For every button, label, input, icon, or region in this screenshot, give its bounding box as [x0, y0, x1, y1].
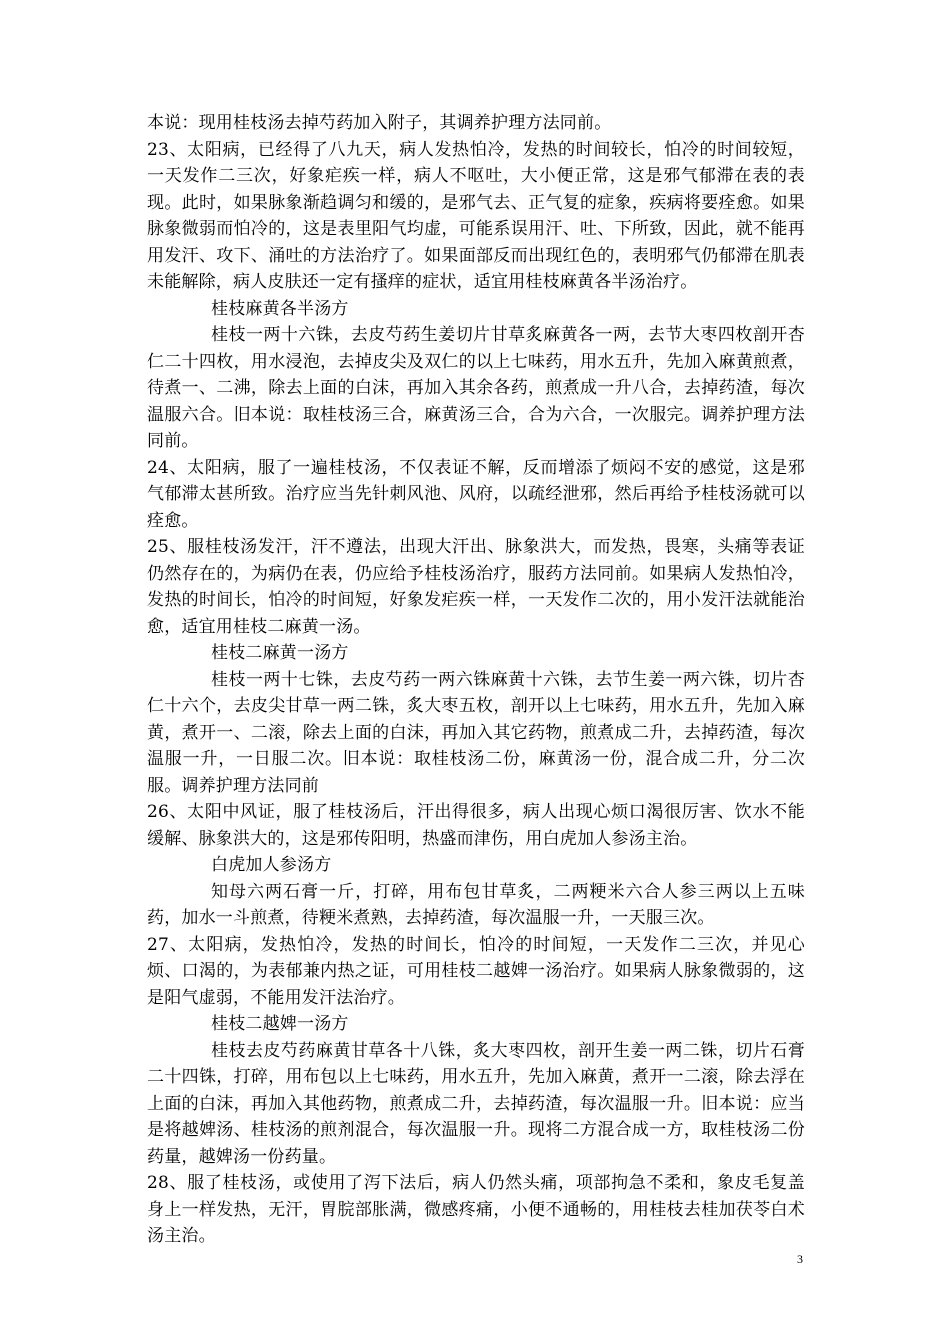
formula-heading-guizhi-er-mahuang-yi: 桂枝二麻黄一汤方 [211, 643, 349, 663]
formula-body-baihu-renshen: 知母六两石膏一斤，打碎，用布包甘草炙，二两粳米六合人参三两以上五味药，加水一斗煎煮，待粳米煮熟，去掉药渣，每次温服一升，一天服三次。 [147, 881, 805, 928]
body-text [147, 110, 805, 1250]
paragraph-24: 24、太阳病，服了一遍桂枝汤，不仅表证不解，反而增添了烦闷不安的感觉，这是邪气郁滞太甚所致。治疗应当先针刺风池、风府，以疏经泄邪，然后再给予桂枝汤就可以痊愈。 [147, 457, 805, 531]
paragraph-27: 27、太阳病，发热怕冷，发热的时间长，怕冷的时间短，一天发作二三次，并见心烦、口渴的，为表郁兼内热之证，可用桂枝二越婢一汤治疗。如果病人脉象微弱的，这是阳气虚弱，不能用发汗法治疗。 [147, 934, 805, 1008]
paragraph-25: 25、服桂枝汤发汗，汗不遵法，出现大汗出、脉象洪大，而发热，畏寒，头痛等表证仍然存在的，为病仍在表，仍应给予桂枝汤治疗，服药方法同前。如果病人发热怕冷，发热的时间长，怕冷的时间短，好象发疟疾一样，一天发作二次的，用小发汗法就能治愈，适宜用桂枝二麻黄一汤。 [147, 537, 805, 637]
page-number: 3 [797, 1252, 803, 1266]
paragraph-28: 28、服了桂枝汤，或使用了泻下法后，病人仍然头痛，项部拘急不柔和，象皮毛复盖身上一样发热，无汗，胃脘部胀满，微感疼痛，小便不通畅的，用桂枝去桂加茯苓白术汤主治。 [147, 1173, 805, 1246]
formula-heading-guizhi-mahuang-geban: 桂枝麻黄各半汤方 [211, 298, 349, 319]
paragraph-intro: 本说：现用桂枝汤去掉芍药加入附子，其调养护理方法同前。 [147, 113, 612, 133]
formula-heading-baihu-renshen: 白虎加人参汤方 [211, 855, 332, 875]
paragraph-26: 26、太阳中风证，服了桂枝汤后，汗出得很多，病人出现心烦口渴很厉害、饮水不能缓解、脉象洪大的，这是邪传阳明，热盛而津伤，用白虎加人参汤主治。 [147, 802, 805, 849]
formula-body-guizhi-er-mahuang-yi: 桂枝一两十七铢，去皮芍药一两六铢麻黄十六铢，去节生姜一两六铢，切片杏仁十六个，去皮尖甘草一两二铢，炙大枣五枚，剖开以上七味药，用水五升，先加入麻黄，煮开一、二滚，除去上面的白沫，再加入其它药物，煎煮成二升，去掉药渣，每次温服一升，一日服二次。旧本说：取桂枝汤二份，麻黄汤一份，混合成二升，分二次服。调养护理方法同前 [147, 669, 805, 796]
formula-heading-guizhi-er-yuebi-yi: 桂枝二越婢一汤方 [211, 1014, 349, 1034]
paragraph-23: 23、太阳病，已经得了八九天，病人发热怕冷，发热的时间较长，怕冷的时间较短，一天发作二三次，好象疟疾一样，病人不呕吐，大小便正常，这是邪气郁滞在表的表现。此时，如果脉象渐趋调匀和缓的，是邪气去、正气复的症象，疾病将要痊愈。如果脉象微弱而怕冷的，这是表里阳气均虚，可能系误用汗、吐、下所致，因此，就不能再用发汗、攻下、涌吐的方法治疗了。如果面部反而出现红色的，表明邪气仍郁滞在肌表未能解除，病人皮肤还一定有搔痒的症状，适宜用桂枝麻黄各半汤治疗。 [147, 139, 805, 292]
formula-body-guizhi-mahuang-geban: 桂枝一两十六铢，去皮芍药生姜切片甘草炙麻黄各一两，去节大枣四枚剖开杏仁二十四枚，用水浸泡，去掉皮尖及双仁的以上七味药，用水五升，先加入麻黄煎煮，待煮一、二沸，除去上面的白沫，再加入其余各药，煎煮成一升八合，去掉药渣，每次温服六合。旧本说：取桂枝汤三合，麻黄汤三合，合为六合，一次服完。调养护理方法同前。 [147, 325, 805, 451]
formula-body-guizhi-er-yuebi-yi: 桂枝去皮芍药麻黄甘草各十八铢，炙大枣四枚，剖开生姜一两二铢，切片石膏二十四铢，打碎，用布包以上七味药，用水五升，先加入麻黄，煮开一二滚，除去浮在上面的白沫，再加入其他药物，煎煮成二升，去掉药渣，每次温服一升。旧本说：应当是将越婢汤、桂枝汤的煎剂混合，每次温服一升。现将二方混合成一方，取桂枝汤二份药量，越婢汤一份药量。 [147, 1040, 805, 1167]
